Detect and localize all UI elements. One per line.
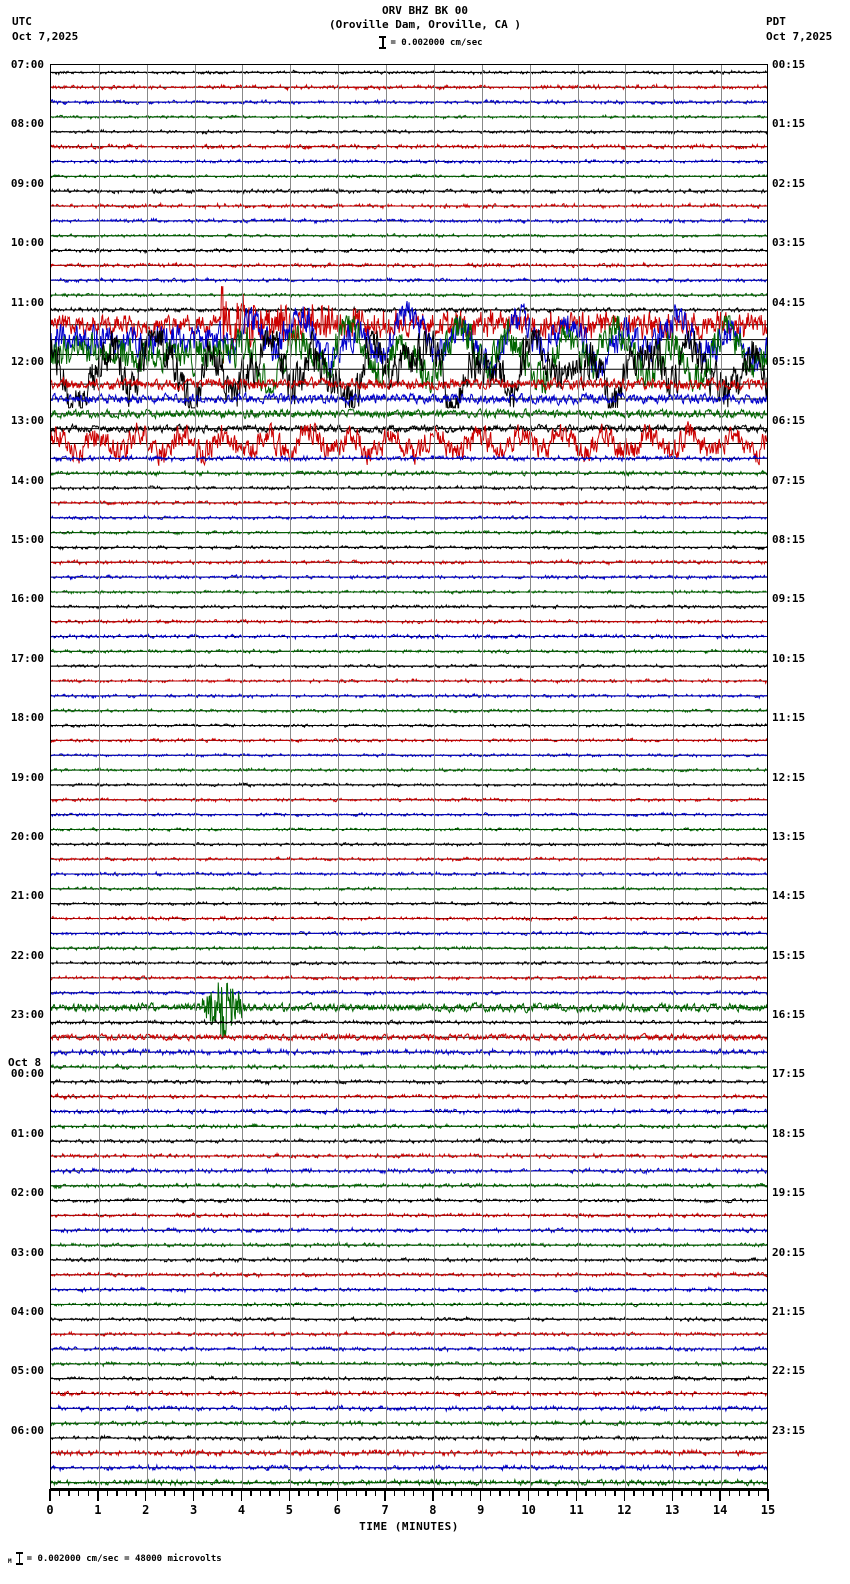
x-axis-minor-tick	[183, 1489, 184, 1496]
seismic-trace	[51, 709, 768, 713]
x-axis-minor-tick	[451, 1489, 452, 1496]
utc-hour-label: 02:00	[10, 1186, 44, 1200]
footer-prefix-glyph: M	[8, 1558, 12, 1565]
utc-hour-label: 05:00	[10, 1364, 44, 1378]
pdt-hour-label: 07:15	[772, 473, 806, 487]
seismic-trace	[51, 204, 768, 209]
x-axis-rule	[50, 1489, 768, 1491]
utc-hour-label: 04:00	[10, 1304, 44, 1318]
seismic-trace	[51, 931, 768, 935]
x-axis-tick-label: 5	[285, 1503, 293, 1517]
minute-gridline	[195, 65, 196, 1488]
pdt-hour-label: 22:15	[772, 1364, 806, 1378]
seismic-trace	[51, 917, 768, 921]
plot-frame	[50, 64, 768, 1489]
utc-hour-label: 09:00	[10, 176, 44, 190]
seismic-trace	[51, 738, 768, 742]
x-axis-minor-tick	[126, 1489, 127, 1496]
x-axis-minor-tick	[202, 1489, 203, 1496]
seismic-trace	[51, 234, 768, 238]
seismic-trace	[51, 1124, 768, 1129]
x-axis-tick-label: 0	[46, 1503, 54, 1517]
x-axis-minor-tick	[662, 1489, 663, 1496]
seismic-trace	[51, 1109, 768, 1114]
x-axis-major-tick	[576, 1489, 577, 1501]
utc-hour-label: 20:00	[10, 829, 44, 843]
x-axis-minor-tick	[365, 1489, 366, 1496]
x-axis-major-tick	[145, 1489, 146, 1501]
pdt-hour-label: 14:15	[772, 889, 806, 903]
x-axis-minor-tick	[394, 1489, 395, 1496]
x-axis	[46, 1489, 776, 1533]
seismic-trace	[51, 768, 768, 772]
x-axis-tick-label: 9	[477, 1503, 485, 1517]
seismic-trace	[51, 1287, 768, 1292]
seismic-trace	[51, 1064, 768, 1069]
x-axis-major-tick	[384, 1489, 385, 1501]
x-axis-minor-tick	[729, 1489, 730, 1496]
x-axis-minor-tick	[174, 1489, 175, 1496]
x-axis-major-tick	[289, 1489, 290, 1501]
seismic-trace	[51, 1332, 768, 1336]
helicorder-plot	[50, 64, 768, 1489]
seismic-trace	[51, 486, 768, 490]
seismic-trace	[51, 1094, 768, 1099]
seismic-trace	[51, 1184, 768, 1189]
seismic-trace	[51, 813, 768, 817]
x-axis-minor-tick	[164, 1489, 165, 1496]
seismic-trace	[51, 872, 768, 876]
x-axis-tick-label: 10	[521, 1503, 536, 1517]
utc-hour-label: 19:00	[10, 770, 44, 784]
x-axis-minor-tick	[710, 1489, 711, 1496]
seismic-trace	[51, 620, 768, 624]
seismic-trace	[51, 393, 768, 406]
x-axis-minor-tick	[308, 1489, 309, 1496]
pdt-hour-label: 18:15	[772, 1126, 806, 1140]
utc-hour-label: 23:00	[10, 1008, 44, 1021]
seismic-trace	[51, 175, 768, 178]
pdt-hour-label: 10:15	[772, 651, 806, 665]
pdt-hour-label: 00:15	[772, 58, 806, 71]
utc-hour-label: 21:00	[10, 889, 44, 903]
pdt-hour-label: 17:15	[772, 1067, 806, 1081]
seismic-trace	[51, 1198, 768, 1202]
x-axis-major-tick	[97, 1489, 98, 1501]
utc-hour-label: 08:00	[10, 117, 44, 131]
x-axis-minor-tick	[260, 1489, 261, 1496]
x-axis-minor-tick	[652, 1489, 653, 1496]
x-axis-major-tick	[49, 1489, 50, 1501]
seismic-trace	[51, 160, 768, 164]
x-axis-minor-tick	[155, 1489, 156, 1496]
seismic-trace	[51, 887, 768, 891]
pdt-hour-label: 11:15	[772, 711, 806, 725]
seismic-trace	[51, 278, 768, 282]
utc-hour-label: 07:00	[10, 58, 44, 71]
x-axis-tick-label: 3	[189, 1503, 198, 1517]
x-axis-tick-label: 14	[712, 1503, 728, 1517]
x-axis-minor-tick	[327, 1489, 328, 1496]
seismic-trace	[51, 679, 768, 683]
x-axis-major-tick	[528, 1489, 529, 1501]
seismic-trace	[51, 1079, 768, 1084]
minute-gridline	[338, 65, 339, 1488]
x-axis-minor-tick	[605, 1489, 606, 1496]
seismic-trace	[51, 1213, 768, 1218]
minute-gridline	[530, 65, 531, 1488]
seismic-trace	[51, 828, 768, 831]
footer-scale-text: = 0.002000 cm/sec = 48000 microvolts	[26, 1553, 222, 1564]
utc-hour-label: 03:00	[10, 1245, 44, 1259]
x-axis-major-tick	[719, 1489, 720, 1501]
seismic-trace	[51, 694, 768, 698]
x-axis-minor-tick	[442, 1489, 443, 1496]
pdt-hour-label: 15:15	[772, 948, 806, 962]
x-axis-tick-label: 6	[333, 1503, 341, 1517]
station-code: ORV BHZ BK 00	[381, 4, 469, 17]
seismic-trace	[51, 249, 768, 253]
footer-scale-bar-icon	[16, 1552, 23, 1565]
seismic-trace	[51, 983, 768, 1039]
x-axis-minor-tick	[691, 1489, 692, 1496]
pdt-label: PDT	[766, 15, 786, 28]
x-axis-tick-label: 4	[237, 1503, 246, 1517]
pdt-hour-label: 08:15	[772, 533, 806, 546]
x-axis-minor-tick	[413, 1489, 414, 1496]
x-axis-major-tick	[337, 1489, 338, 1501]
x-axis-major-tick	[480, 1489, 481, 1501]
pdt-hour-label: 19:15	[772, 1186, 806, 1200]
scale-legend-text: = 0.002000 cm/sec	[390, 37, 483, 48]
x-axis-minor-tick	[78, 1489, 79, 1496]
seismic-trace	[51, 902, 768, 906]
utc-hour-label: 17:00	[10, 651, 44, 665]
minute-gridline	[99, 65, 100, 1488]
title-block	[0, 4, 850, 49]
x-axis-tick-label: 2	[142, 1503, 150, 1517]
utc-hour-label: 10:00	[10, 236, 44, 250]
x-axis-title: TIME (MINUTES)	[359, 1520, 459, 1533]
x-axis-tick-label: 1	[94, 1503, 102, 1517]
seismic-trace	[51, 946, 768, 950]
pdt-hour-label: 02:15	[772, 176, 806, 190]
x-axis-minor-tick	[269, 1489, 270, 1496]
seismic-trace	[51, 1243, 768, 1248]
footer-scale-note	[8, 1552, 222, 1565]
seismic-trace	[51, 263, 768, 268]
pdt-hour-label: 09:15	[772, 592, 806, 606]
x-axis-minor-tick	[356, 1489, 357, 1496]
pdt-hour-label: 16:15	[772, 1008, 806, 1021]
minute-gridline	[434, 65, 435, 1488]
x-axis-tick-label: 12	[617, 1503, 632, 1517]
utc-hour-label: 15:00	[10, 533, 44, 546]
seismic-trace	[51, 783, 768, 787]
utc-hour-label: 01:00	[10, 1126, 44, 1140]
day-change-marker: Oct 8	[8, 1056, 42, 1070]
x-axis-minor-tick	[375, 1489, 376, 1496]
utc-hour-label: 16:00	[10, 592, 44, 606]
x-axis-minor-tick	[614, 1489, 615, 1496]
minute-gridline	[147, 65, 148, 1488]
minute-gridline	[578, 65, 579, 1488]
x-axis-minor-tick	[107, 1489, 108, 1496]
utc-hour-label: 22:00	[10, 948, 44, 962]
seismic-trace	[51, 85, 768, 90]
seismic-trace	[51, 724, 768, 727]
seismic-trace	[51, 70, 768, 74]
x-axis-minor-tick	[250, 1489, 251, 1496]
x-axis-minor-tick	[633, 1489, 634, 1496]
pdt-hour-label: 03:15	[772, 236, 806, 250]
x-axis-minor-tick	[68, 1489, 69, 1496]
minute-gridline	[242, 65, 243, 1488]
x-axis-tick-label: 11	[569, 1503, 584, 1517]
seismic-trace	[51, 1049, 768, 1056]
minute-gridline	[482, 65, 483, 1488]
seismic-trace	[51, 1391, 768, 1396]
x-axis-minor-tick	[471, 1489, 472, 1496]
x-axis-minor-tick	[748, 1489, 749, 1496]
x-axis-minor-tick	[423, 1489, 424, 1496]
x-axis-minor-tick	[499, 1489, 500, 1496]
seismic-trace	[51, 560, 768, 565]
seismic-trace	[51, 1302, 768, 1306]
seismic-trace	[51, 1450, 768, 1456]
x-axis-tick-label: 8	[429, 1503, 437, 1517]
x-axis-minor-tick	[346, 1489, 347, 1496]
x-axis-minor-tick	[509, 1489, 510, 1496]
seismic-trace	[51, 1347, 768, 1351]
seismic-trace	[51, 531, 768, 535]
utc-date: Oct 7,2025	[12, 30, 79, 43]
seismic-trace	[51, 857, 768, 861]
utc-hour-label: 14:00	[10, 473, 44, 487]
x-axis-minor-tick	[595, 1489, 596, 1496]
minute-gridline	[721, 65, 722, 1488]
seismic-trace	[51, 575, 768, 579]
seismic-trace	[51, 293, 768, 297]
scale-bar-icon	[379, 36, 386, 49]
utc-label: UTC	[12, 15, 32, 28]
x-axis-minor-tick	[212, 1489, 213, 1496]
x-axis-minor-tick	[566, 1489, 567, 1496]
pdt-hour-label: 20:15	[772, 1245, 806, 1259]
x-axis-minor-tick	[700, 1489, 701, 1496]
amplitude-scale-legend	[0, 36, 850, 49]
x-axis-minor-tick	[490, 1489, 491, 1496]
x-axis-major-tick	[241, 1489, 242, 1501]
x-axis-major-tick	[432, 1489, 433, 1501]
x-axis-minor-tick	[231, 1489, 232, 1496]
utc-hour-label: 12:00	[10, 354, 44, 368]
x-axis-minor-tick	[222, 1489, 223, 1496]
x-axis-minor-tick	[317, 1489, 318, 1496]
pdt-hour-label: 13:15	[772, 829, 806, 843]
x-axis-minor-tick	[59, 1489, 60, 1496]
utc-hour-label: 00:00	[10, 1067, 44, 1081]
x-axis-minor-tick	[88, 1489, 89, 1496]
x-axis-minor-tick	[643, 1489, 644, 1496]
utc-hour-label: 11:00	[10, 295, 44, 309]
pdt-hour-label: 21:15	[772, 1304, 806, 1318]
x-axis-tick-label: 15	[760, 1503, 776, 1517]
seismic-trace	[51, 649, 768, 653]
pdt-hour-label: 06:15	[772, 414, 806, 428]
x-axis-tick-label: 7	[381, 1503, 389, 1517]
utc-hour-label: 18:00	[10, 711, 44, 725]
seismic-trace	[51, 115, 768, 119]
seismic-trace	[51, 1272, 768, 1277]
x-axis-tick-label: 13	[665, 1503, 680, 1517]
station-location: (Oroville Dam, Oroville, CA )	[328, 18, 522, 31]
x-axis-minor-tick	[135, 1489, 136, 1496]
x-axis-minor-tick	[739, 1489, 740, 1496]
pdt-hour-label: 04:15	[772, 295, 806, 309]
x-axis-major-tick	[193, 1489, 194, 1501]
minute-gridline	[625, 65, 626, 1488]
x-axis-minor-tick	[758, 1489, 759, 1496]
x-axis-minor-tick	[298, 1489, 299, 1496]
minute-gridline	[673, 65, 674, 1488]
minute-gridline	[290, 65, 291, 1488]
pdt-hour-label: 23:15	[772, 1423, 806, 1437]
header	[0, 0, 850, 60]
x-axis-minor-tick	[681, 1489, 682, 1496]
pdt-date: Oct 7,2025	[766, 30, 833, 43]
x-axis-minor-tick	[404, 1489, 405, 1496]
x-axis-minor-tick	[557, 1489, 558, 1496]
seismogram-traces	[51, 65, 768, 1489]
seismic-trace	[51, 1168, 768, 1173]
pdt-hour-label: 01:15	[772, 117, 806, 131]
x-axis-major-tick	[624, 1489, 625, 1501]
x-axis-minor-tick	[518, 1489, 519, 1496]
seismic-trace	[51, 1317, 768, 1321]
x-axis-minor-tick	[461, 1489, 462, 1496]
pdt-hour-label: 12:15	[772, 770, 806, 784]
x-axis-minor-tick	[547, 1489, 548, 1496]
minute-gridline	[386, 65, 387, 1488]
utc-hour-label: 13:00	[10, 414, 44, 428]
seismic-trace	[51, 470, 768, 476]
x-axis-major-tick	[672, 1489, 673, 1501]
pdt-hour-label: 05:15	[772, 354, 806, 368]
utc-hour-label: 06:00	[10, 1423, 44, 1437]
seismic-trace	[51, 1376, 768, 1380]
seismic-trace	[51, 590, 768, 594]
x-axis-minor-tick	[585, 1489, 586, 1496]
x-axis-minor-tick	[538, 1489, 539, 1496]
x-axis-minor-tick	[116, 1489, 117, 1496]
x-axis-major-tick	[767, 1489, 768, 1501]
seismic-trace	[51, 144, 768, 149]
x-axis-minor-tick	[279, 1489, 280, 1496]
